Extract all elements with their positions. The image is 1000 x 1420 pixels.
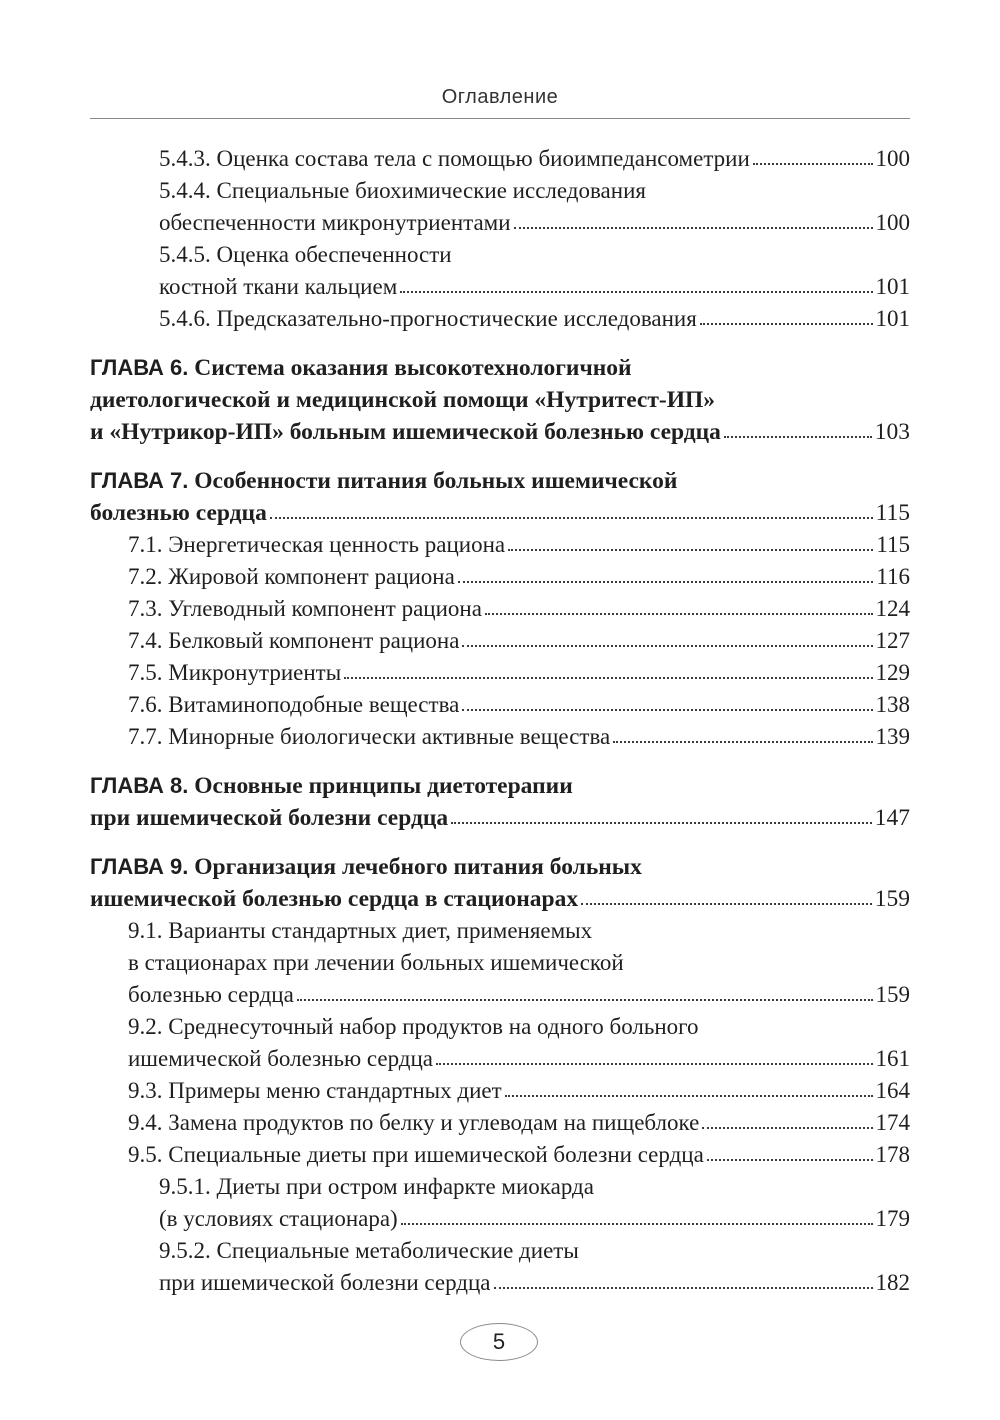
toc-page-number: 139	[875, 724, 910, 749]
toc-entry-title: 7.4. Белковый компонент рациона	[128, 628, 460, 653]
toc-page-number: 103	[874, 419, 910, 445]
toc-entry-title-line: 5.4.4. Специальные биохимические исследования	[159, 178, 646, 203]
dot-leader	[707, 1155, 873, 1161]
header-title: Оглавление	[441, 86, 559, 108]
toc-entry-title: 9.5. Специальные диеты при ишемической болезни сердца	[128, 1142, 704, 1167]
toc-entry-title: 7.6. Витаминоподобные вещества	[128, 692, 460, 717]
toc-entry-title-line: 9.1. Варианты стандартных диет, применяемых	[128, 918, 593, 943]
toc-page-number: 147	[874, 805, 910, 831]
toc-page-number: 115	[876, 532, 910, 557]
dot-leader	[436, 1059, 872, 1065]
toc-entry-title-line: 5.4.5. Оценка обеспеченности	[159, 242, 452, 267]
toc-entry-7-7[interactable]	[90, 721, 910, 753]
toc-entry-title-line: и «Нутрикор-ИП» больным ишемической болезнью сердца	[90, 419, 721, 445]
toc-entry-9-5[interactable]	[90, 1139, 910, 1171]
dot-leader	[462, 705, 872, 711]
toc-entry-7-4[interactable]	[90, 625, 910, 657]
toc-entry-title-line: в стационарах при лечении больных ишемической	[128, 950, 624, 975]
toc-entry-title-line: обеспеченности микронутриентами	[159, 210, 511, 235]
dot-leader	[613, 737, 872, 743]
toc-page-number: 101	[875, 306, 910, 331]
toc-entry-title-line: при ишемической болезни сердца	[90, 805, 449, 831]
toc-entry-title-line: болезнью сердца	[128, 982, 294, 1007]
toc-page-number: 178	[875, 1142, 910, 1167]
toc-entry-title: 9.3. Примеры меню стандартных диет	[128, 1078, 502, 1103]
toc-entry-5-4-6[interactable]	[90, 303, 910, 335]
toc-entry-title-line: 9.5.2. Специальные метаболические диеты	[159, 1238, 579, 1263]
toc-entry-title-line: Система оказания высокотехнологичной	[188, 355, 632, 381]
toc-entry-title-line: костной ткани кальцием	[159, 274, 398, 299]
toc-entry-title-line: 9.5.1. Диеты при остром инфаркте миокарда	[159, 1174, 594, 1199]
dot-leader	[581, 899, 872, 905]
toc-chapter-9[interactable]	[90, 851, 910, 915]
toc-entry-7-5[interactable]	[90, 657, 910, 689]
dot-leader	[494, 1283, 873, 1289]
toc-entry-title-line: при ишемической болезни сердца	[159, 1270, 491, 1295]
toc-page-number: 138	[875, 692, 910, 717]
toc-chapter-7[interactable]	[90, 465, 910, 529]
toc-entry-title-line: ишемической болезнью сердца в стационарах	[90, 886, 579, 912]
toc-entry-7-2[interactable]	[90, 561, 910, 593]
toc-page-number: 124	[875, 596, 910, 621]
toc-page-number: 101	[875, 274, 910, 299]
running-header	[90, 86, 910, 119]
toc-page-number: 100	[875, 146, 910, 171]
toc-entry-9-5-2[interactable]	[90, 1235, 910, 1299]
toc-entry-9-2[interactable]	[90, 1011, 910, 1075]
toc-entry-title: 7.1. Энергетическая ценность рациона	[128, 532, 506, 557]
toc-entry-title-line: Основные принципы диетотерапии	[188, 773, 573, 799]
dot-leader	[508, 545, 873, 551]
toc-entry-5-4-3[interactable]	[90, 143, 910, 175]
toc-entry-7-3[interactable]	[90, 593, 910, 625]
toc-entry-9-3[interactable]	[90, 1075, 910, 1107]
dot-leader	[505, 1091, 873, 1097]
toc-entry-title-line: Организация лечебного питания больных	[188, 854, 642, 880]
dot-leader	[344, 673, 872, 679]
toc-entry-title: 7.3. Углеводный компонент рациона	[128, 596, 482, 621]
toc-entry-title-line: болезнью сердца	[90, 500, 267, 526]
toc-chapter-8[interactable]	[90, 770, 910, 834]
toc-entry-title: 7.5. Микронутриенты	[128, 660, 342, 685]
dot-leader	[700, 319, 873, 325]
chapter-label: ГЛАВА 8.	[90, 773, 189, 798]
toc-page-number: 129	[875, 660, 910, 685]
toc-entry-title: 7.2. Жировой компонент рациона	[128, 564, 455, 589]
page-number-badge	[460, 1323, 538, 1361]
toc-page-number: 179	[875, 1206, 910, 1231]
toc-page-number: 159	[874, 886, 910, 912]
dot-leader	[451, 818, 872, 824]
toc-entry-title: 7.7. Минорные биологически активные вещества	[128, 724, 611, 749]
toc-entry-title-line: диетологической и медицинской помощи «Нутритест-ИП»	[90, 387, 716, 413]
toc-entry-title-line: (в условиях стационара)	[159, 1206, 398, 1231]
toc-page-number: 100	[875, 210, 910, 235]
toc-chapter-6[interactable]	[90, 352, 910, 448]
toc-entry-5-4-4[interactable]	[90, 175, 910, 239]
toc-page-number: 159	[875, 982, 910, 1007]
toc-page-number: 164	[875, 1078, 910, 1103]
dot-leader	[400, 287, 872, 293]
toc-entry-title-line: Особенности питания больных ишемической	[188, 468, 678, 494]
chapter-label: ГЛАВА 9.	[90, 854, 189, 879]
toc-entry-7-6[interactable]	[90, 689, 910, 721]
page-number: 5	[492, 1329, 506, 1354]
toc-entry-9-5-1[interactable]	[90, 1171, 910, 1235]
dot-leader	[297, 995, 873, 1001]
dot-leader	[485, 609, 873, 615]
toc-entry-9-4[interactable]	[90, 1107, 910, 1139]
toc-page-number: 115	[875, 500, 910, 526]
dot-leader	[401, 1219, 873, 1225]
table-of-contents	[90, 143, 910, 1299]
dot-leader	[270, 513, 873, 519]
toc-page-number: 161	[875, 1046, 910, 1071]
toc-page-number: 174	[875, 1110, 910, 1135]
toc-entry-9-1[interactable]	[90, 915, 910, 1011]
toc-entry-title-line: 9.2. Среднесуточный набор продуктов на одного больного	[128, 1014, 699, 1039]
toc-entry-title: 9.4. Замена продуктов по белку и углеводам на пищеблоке	[128, 1110, 700, 1135]
chapter-label: ГЛАВА 7.	[90, 468, 189, 493]
toc-entry-5-4-5[interactable]	[90, 239, 910, 303]
chapter-label: ГЛАВА 6.	[90, 355, 189, 380]
dot-leader	[514, 223, 873, 229]
dot-leader	[753, 159, 873, 165]
toc-page-number: 182	[875, 1270, 910, 1295]
toc-entry-title: 5.4.3. Оценка состава тела с помощью биоимпедансометрии	[159, 146, 750, 171]
toc-entry-7-1[interactable]	[90, 529, 910, 561]
dot-leader	[462, 641, 872, 647]
toc-entry-title-line: ишемической болезнью сердца	[128, 1046, 434, 1071]
dot-leader	[724, 432, 872, 438]
toc-page-number: 116	[876, 564, 910, 589]
toc-entry-title: 5.4.6. Предсказательно-прогностические исследования	[159, 306, 697, 331]
dot-leader	[702, 1123, 872, 1129]
dot-leader	[458, 577, 874, 583]
toc-page-number: 127	[875, 628, 910, 653]
